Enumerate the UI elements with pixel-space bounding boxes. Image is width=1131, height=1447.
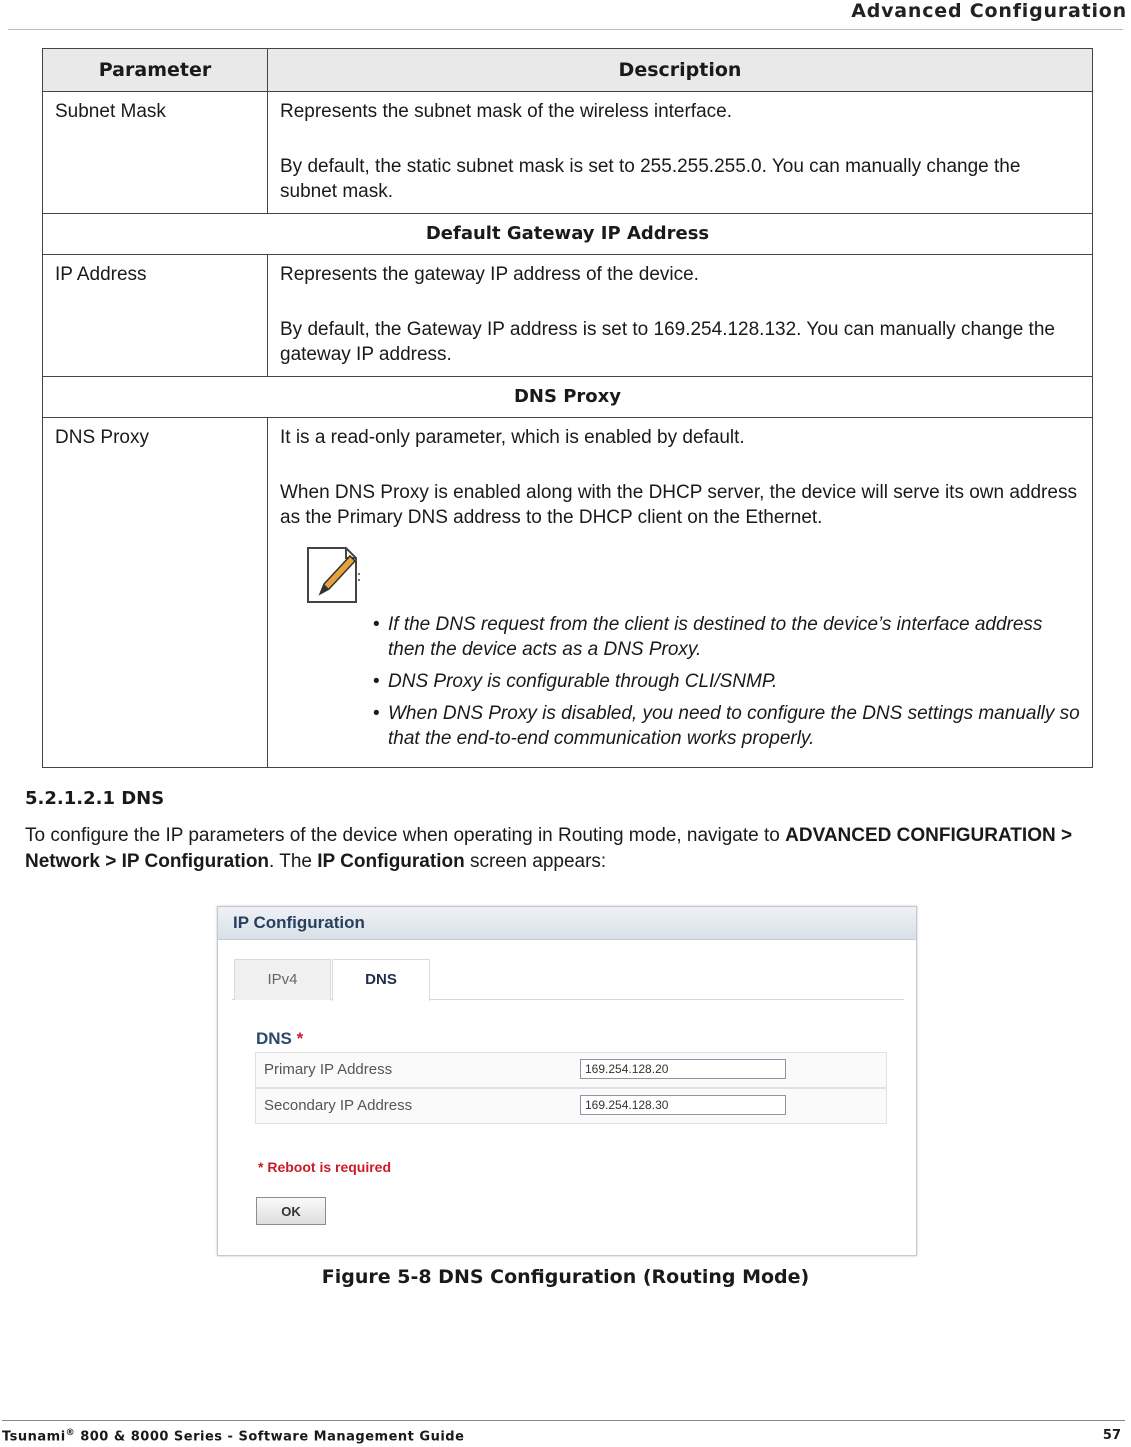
desc-text: It is a read-only parameter, which is enabled by default. xyxy=(280,427,745,448)
footer-guide-title xyxy=(2,1428,464,1444)
column-header-description: Description xyxy=(268,49,1093,92)
tab-bar xyxy=(232,959,904,1000)
tab-dns[interactable]: DNS xyxy=(332,959,430,1001)
footer-rest: 800 & 8000 Series - Software Management Guide xyxy=(75,1429,465,1445)
note-item: • DNS Proxy is configurable through CLI/SNMP. xyxy=(388,669,1080,694)
table-row xyxy=(43,92,1093,214)
para-bold-path: ADVANCED CONFIGURATION > Network > IP Configuration xyxy=(25,825,1073,872)
running-header-title: Advanced Configuration xyxy=(851,0,1127,22)
table-row xyxy=(43,255,1093,377)
figure-caption: Figure 5-8 DNS Configuration (Routing Mode) xyxy=(321,1266,810,1288)
section-dns-proxy: DNS Proxy xyxy=(43,377,1093,418)
panel-header xyxy=(218,907,916,940)
param-dns-proxy: DNS Proxy xyxy=(43,418,268,768)
tab-ipv4[interactable]: IPv4 xyxy=(234,959,331,1000)
secondary-ip-label: Secondary IP Address xyxy=(264,1097,413,1114)
section-row xyxy=(43,377,1093,418)
dns-label: DNS xyxy=(256,1029,292,1048)
param-ip-address: IP Address xyxy=(43,255,268,377)
desc-text: By default, the Gateway IP address is set to 169.254.128.132. You can manually change the gateway IP address. xyxy=(280,319,1055,365)
desc-text: Represents the subnet mask of the wireless interface. xyxy=(280,101,733,122)
table-header-row xyxy=(43,49,1093,92)
desc-text: Represents the gateway IP address of the device. xyxy=(280,264,699,285)
primary-ip-row xyxy=(255,1052,887,1088)
reboot-required-notice: * Reboot is required xyxy=(258,1159,392,1175)
secondary-ip-input[interactable] xyxy=(580,1095,786,1115)
note-item: • When DNS Proxy is disabled, you need to configure the DNS settings manually so that the end-to-end communication works properly. xyxy=(388,701,1080,751)
note-list xyxy=(280,612,1080,751)
desc-text: When DNS Proxy is enabled along with the DHCP server, the device will serve its own address as the Primary DNS address to the DHCP client on the Ethernet. xyxy=(280,482,1077,528)
note-pencil-icon xyxy=(306,544,362,604)
required-mark: * xyxy=(296,1029,304,1048)
section-default-gateway: Default Gateway IP Address xyxy=(43,214,1093,255)
secondary-ip-row xyxy=(255,1088,887,1124)
page-number: 57 xyxy=(1102,1428,1121,1443)
ok-button[interactable]: OK xyxy=(256,1197,326,1225)
note-item: • If the DNS request from the client is destined to the device’s interface address then the device acts as a DNS Proxy. xyxy=(388,612,1080,662)
ip-configuration-screenshot xyxy=(217,906,917,1256)
footer-rule xyxy=(2,1420,1125,1421)
desc-dns-proxy xyxy=(268,418,1093,768)
header-rule xyxy=(8,29,1123,30)
primary-ip-input[interactable] xyxy=(580,1059,786,1079)
panel-title: IP Configuration xyxy=(233,913,365,932)
para-bold-screen: IP Configuration xyxy=(317,851,465,872)
registered-mark: ® xyxy=(65,1428,76,1438)
para-text: To configure the IP parameters of the device when operating in Routing mode, navigate to xyxy=(25,825,786,846)
section-heading: 5.2.1.2.1 DNS xyxy=(25,788,165,809)
table-row xyxy=(43,418,1093,768)
para-text: . The xyxy=(269,851,318,872)
footer-product: Tsunami xyxy=(2,1429,66,1445)
section-row xyxy=(43,214,1093,255)
column-header-parameter: Parameter xyxy=(43,49,268,92)
desc-text: By default, the static subnet mask is set to 255.255.255.0. You can manually change the subnet mask. xyxy=(280,156,1021,202)
desc-ip-address xyxy=(268,255,1093,377)
primary-ip-label: Primary IP Address xyxy=(264,1061,393,1078)
parameter-table xyxy=(42,48,1093,768)
dns-group-title xyxy=(256,1029,303,1049)
desc-subnet-mask xyxy=(268,92,1093,214)
param-subnet-mask: Subnet Mask xyxy=(43,92,268,214)
para-text: screen appears: xyxy=(464,851,607,872)
body-paragraph xyxy=(25,823,1131,875)
